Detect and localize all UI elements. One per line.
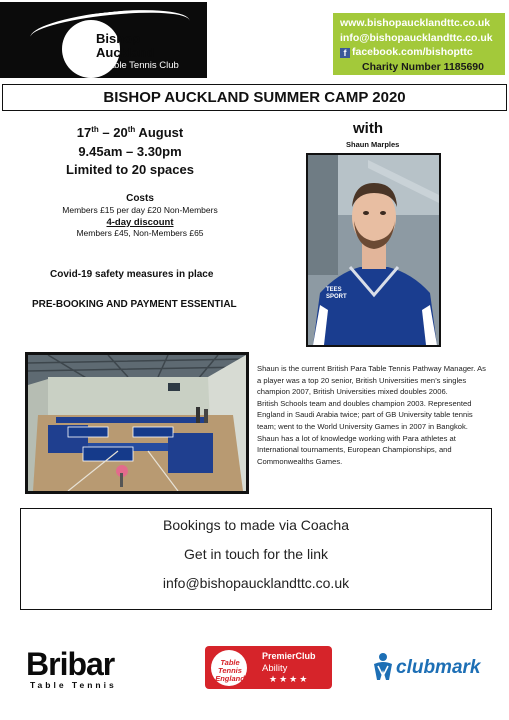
costs-heading: Costs bbox=[126, 193, 154, 204]
charity-number: Charity Number 1185690 bbox=[362, 60, 484, 73]
premier-club-label: PremierClub bbox=[262, 651, 316, 661]
coach-photo bbox=[306, 153, 441, 347]
tte-wordmark: Table Tennis England bbox=[215, 658, 245, 683]
booking-email-link[interactable]: info@bishopaucklandttc.co.uk bbox=[162, 575, 350, 591]
clubmark-wordmark: clubmark bbox=[396, 657, 481, 678]
coach-name: Shaun Marples bbox=[346, 140, 400, 149]
coach-bio bbox=[257, 363, 489, 467]
email-link[interactable]: info@bishopaucklandttc.co.uk bbox=[340, 31, 493, 44]
facebook-icon: f bbox=[340, 48, 350, 58]
ability-label: Ability bbox=[262, 663, 288, 674]
costs-discount: Members £45, Non-Members £65 bbox=[76, 228, 204, 238]
prebooking-notice: PRE-BOOKING AND PAYMENT ESSENTIAL bbox=[32, 299, 237, 310]
clubmark-logo bbox=[372, 650, 492, 688]
logo-line-2: Auckland bbox=[96, 45, 155, 60]
logo-line-1: Bishop bbox=[96, 31, 141, 46]
costs-daily: Members £15 per day £20 Non-Members bbox=[62, 205, 218, 215]
contact-line: Get in touch for the link bbox=[184, 546, 328, 562]
bribar-wordmark: Bribar bbox=[26, 646, 115, 682]
booking-box bbox=[20, 508, 492, 610]
bio-paragraph: British Schools team and doubles champion 2003. Represented England in Saudi Arabia twice; part of GB University table tennis team; went to the World University Games in 2007 in Bangkok. Shaun has a lot of knowledge working with Para athletes at International tournaments, European Championships, and Commonwealths Games. bbox=[257, 398, 473, 466]
costs-section bbox=[20, 193, 260, 240]
camp-details bbox=[40, 124, 220, 180]
page-title: BISHOP AUCKLAND SUMMER CAMP 2020 bbox=[2, 84, 507, 111]
camp-dates: 17th – 20th August bbox=[76, 125, 184, 140]
contact-panel bbox=[333, 13, 505, 75]
sports-hall-photo bbox=[25, 352, 249, 494]
website-link[interactable]: www.bishopaucklandttc.co.uk bbox=[340, 17, 491, 29]
table-tennis-england-logo bbox=[205, 646, 332, 689]
shirt-text: TEES SPORT bbox=[326, 287, 347, 300]
club-logo bbox=[0, 2, 207, 78]
star-rating: ★★★★ bbox=[269, 675, 310, 685]
clubmark-icon bbox=[372, 652, 394, 682]
camp-time: 9.45am – 3.30pm bbox=[78, 143, 182, 159]
discount-heading: 4-day discount bbox=[106, 216, 174, 228]
logo-line-3: Table Tennis Club bbox=[104, 60, 179, 71]
bribar-subtitle: Table Tennis bbox=[30, 680, 117, 690]
facebook-link[interactable] bbox=[340, 45, 505, 60]
bio-paragraph: Shaun is the current British Para Table Tennis Pathway Manager. As a player was a top 20 senior, British Universities men’s singles champion 2007, British Universities mixed doubles 2006. bbox=[257, 364, 486, 397]
covid-notice: Covid-19 safety measures in place bbox=[50, 269, 214, 280]
facebook-label: facebook.com/bishopttc bbox=[352, 46, 473, 58]
booking-line: Bookings to made via Coacha bbox=[163, 517, 349, 533]
camp-limit: Limited to 20 spaces bbox=[66, 162, 194, 177]
with-label: with bbox=[353, 120, 383, 137]
bribar-logo bbox=[26, 646, 174, 692]
